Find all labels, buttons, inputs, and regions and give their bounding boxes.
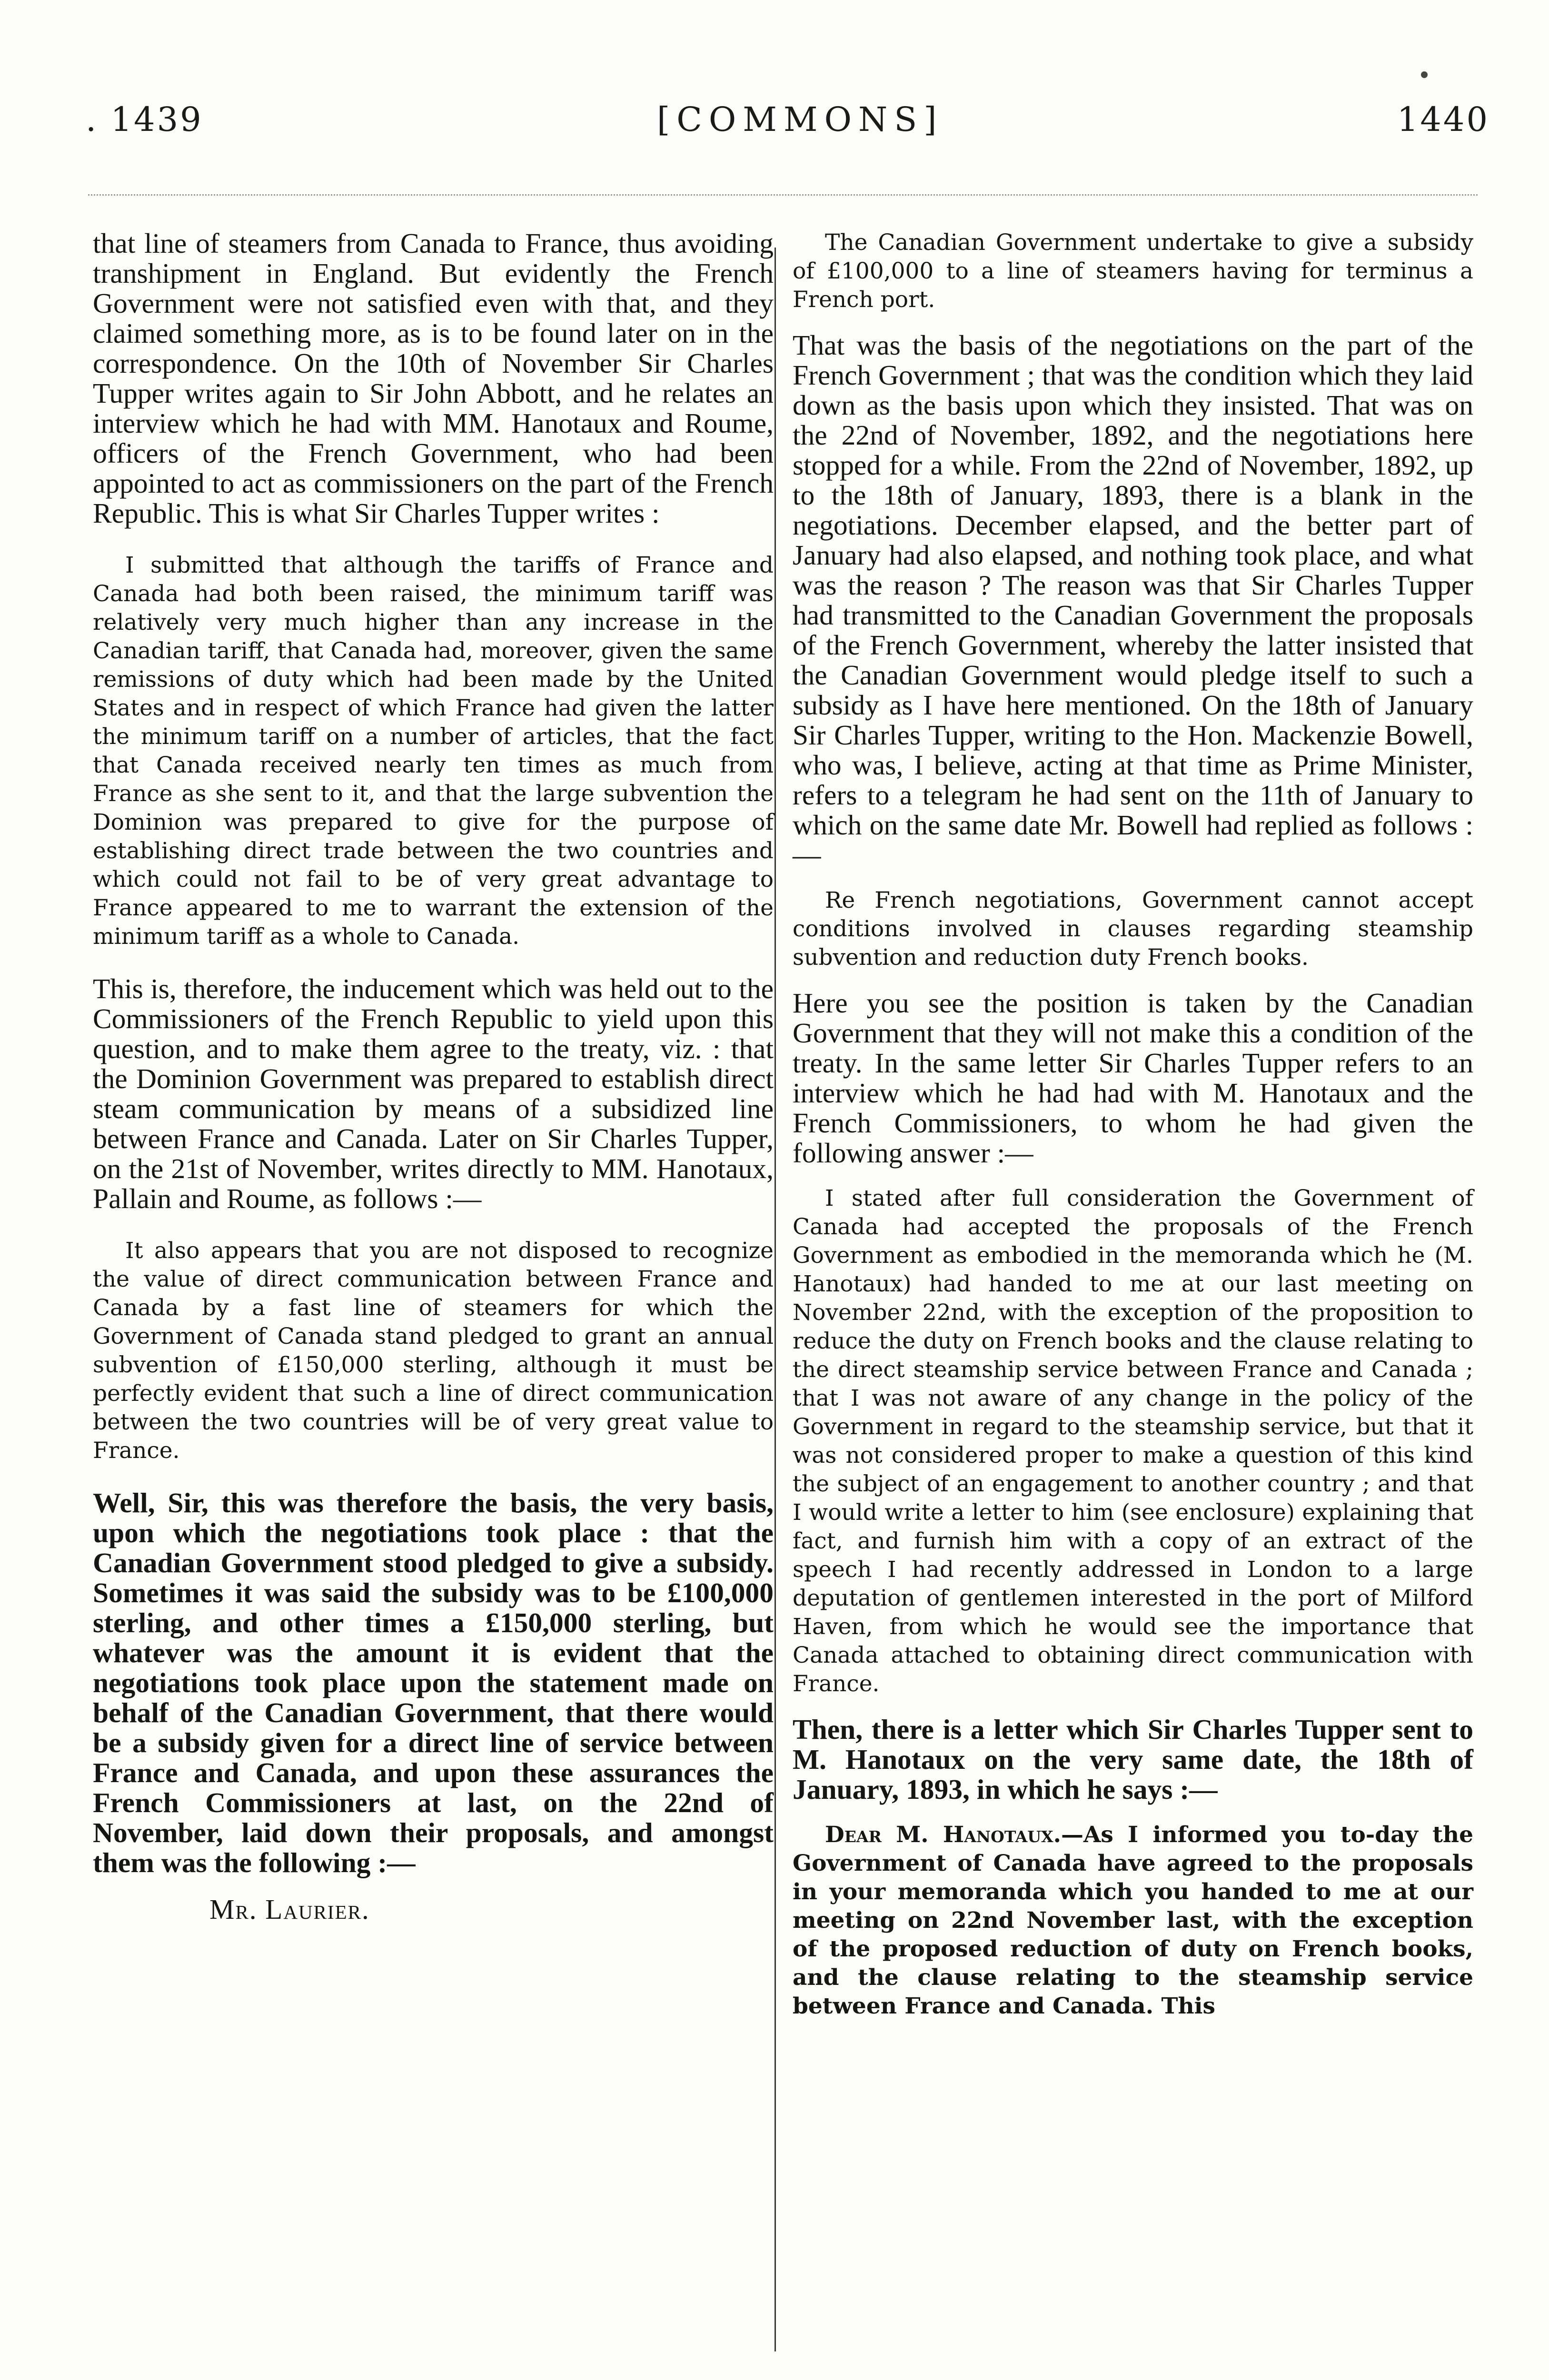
letter-salutation: Dear M. Hanotaux. bbox=[825, 1822, 1061, 1848]
page-header-title: [COMMONS] bbox=[657, 100, 943, 139]
quoted-passage: I stated after full consideration the Government of Canada had accepted the proposals of the French Government as embodied in the memoranda which he (M. Hanotaux) had handed to me at our last meeting on November 22nd, with the exception of the proposition to reduce the duty on French books and the clause relating to the direct steamship service between France and Canada ; that I was not aware of any change in the policy of the Government in regard to the steamship service, but that it was not considered proper to make a question of this kind the subject of an engagement to another country ; and that I would write a letter to him (see enclosure) explaining that fact, and furnish him with a copy of an extract of the speech I had recently addressed in London to a large deputation of gentlemen interested in the port of Milford Haven, from which he would see the importance that Canada attached to obtaining direct communication with France. bbox=[793, 1185, 1473, 1697]
left-column-number: . 1439 bbox=[86, 100, 203, 139]
paragraph: Well, Sir, this was therefore the basis, the very basis, upon which the negotiations took place : that the Canadian Government stood pledged to give a subsidy. Sometimes it was said the subsidy was to be £100,000 sterling, and other times a £150,000 sterling, but whatever was the amount it is evident that the negotiations took place upon the statement made on behalf of the Canadian Government, that there would be a subsidy given for a direct line of service between France and Canada, and upon these assurances the French Commissioners at last, on the 22nd of November, laid down their proposals, and amongst them was the following :— bbox=[93, 1487, 774, 1878]
paragraph: Then, there is a letter which Sir Charles Tupper sent to M. Hanotaux on the very same date, the 18th of January, 1893, in which he says :— bbox=[793, 1714, 1473, 1805]
speck-mark bbox=[1421, 71, 1428, 78]
paragraph: Here you see the position is taken by the Canadian Government that they will not make this a condition of the treaty. In the same letter Sir Charles Tupper refers to an interview which he had had with M. Hanotaux and the French Commissioners, to whom he had given the following answer :— bbox=[793, 987, 1473, 1169]
letter-text: —As I informed you to-day the Government of Canada have agreed to the proposals in your memoranda which you handed to me at our meeting on 22nd November last, with the exception of the proposed reduction of duty on French books, and the clause relating to the steamship service between France and Canada. This bbox=[793, 1822, 1474, 2019]
paragraph: This is, therefore, the inducement which was held out to the Commissioners of the French Republic to yield upon this question, and to make them agree to the treaty, viz. : that the Dominion Government was prepared to establish direct steam communication by means of a subsidized line between France and Canada. Later on Sir Charles Tupper, on the 21st of November, writes directly to MM. Hanotaux, Pallain and Roume, as follows :— bbox=[93, 973, 774, 1214]
right-column-number: 1440 bbox=[1397, 100, 1489, 139]
paragraph: that line of steamers from Canada to France, thus avoiding transhipment in England. But evidently the French Government were not satisfied even with that, and they claimed something more, as is to be found later on in the correspondence. On the 10th of November Sir Charles Tupper writes again to Sir John Abbott, and he relates an interview which he had with MM. Hanotaux and Roume, officers of the French Government, who had been appointed to act as commissioners on the part of the French Republic. This is what Sir Charles Tupper writes : bbox=[93, 228, 774, 529]
column-divider bbox=[774, 248, 776, 2351]
quoted-passage: The Canadian Government undertake to give a subsidy of £100,000 to a line of steamers having for terminus a French port. bbox=[793, 229, 1473, 313]
right-column bbox=[793, 228, 1473, 2021]
header-rule bbox=[88, 194, 1478, 196]
speaker-name: Mr. Laurier. bbox=[209, 1894, 370, 1925]
quoted-passage: I submitted that although the tariffs of France and Canada had both been raised, the minimum tariff was relatively very much higher than any increase in the Canadian tariff, that Canada had, moreover, given the same remissions of duty which had been made by the United States and in respect of which France had given the latter the minimum tariff on a number of articles, that the fact that Canada received nearly ten times as much from France as she sent to it, and that the large subvention the Dominion was prepared to give for the purpose of establishing direct trade between the two countries and which could not fail to be of very great advantage to France appeared to me to warrant the extension of the minimum tariff as a whole to Canada. bbox=[93, 552, 774, 950]
letter-passage bbox=[793, 1821, 1473, 2021]
paragraph: That was the basis of the negotiations on the part of the French Government ; that was the condition which they laid down as the basis upon which they insisted. That was on the 22nd of November, 1892, and the negotiations here stopped for a while. From the 22nd of November, 1892, up to the 18th of January, 1893, there is a blank in the negotiations. December elapsed, and the better part of January had also elapsed, and nothing took place, and what was the reason ? The reason was that Sir Charles Tupper had transmitted to the Canadian Government the proposals of the French Government, whereby the latter insisted that the Canadian Government would pledge itself to such a subsidy as I have here mentioned. On the 18th of January Sir Charles Tupper, writing to the Hon. Mackenzie Bowell, who was, I believe, acting at that time as Prime Minister, refers to a telegram he had sent on the 11th of January to which on the same date Mr. Bowell had replied as follows :— bbox=[793, 329, 1473, 871]
quoted-passage: It also appears that you are not disposed to recognize the value of direct communication between France and Canada by a fast line of steamers for which the Government of Canada stand pledged to grant an annual subvention of £150,000 sterling, although it must be perfectly evident that such a line of direct communication between the two countries will be of very great value to France. bbox=[93, 1238, 774, 1464]
quoted-passage: Re French negotiations, Government cannot accept conditions involved in clauses regarding steamship subvention and reduction duty French books. bbox=[793, 887, 1473, 971]
left-column bbox=[93, 228, 774, 1924]
